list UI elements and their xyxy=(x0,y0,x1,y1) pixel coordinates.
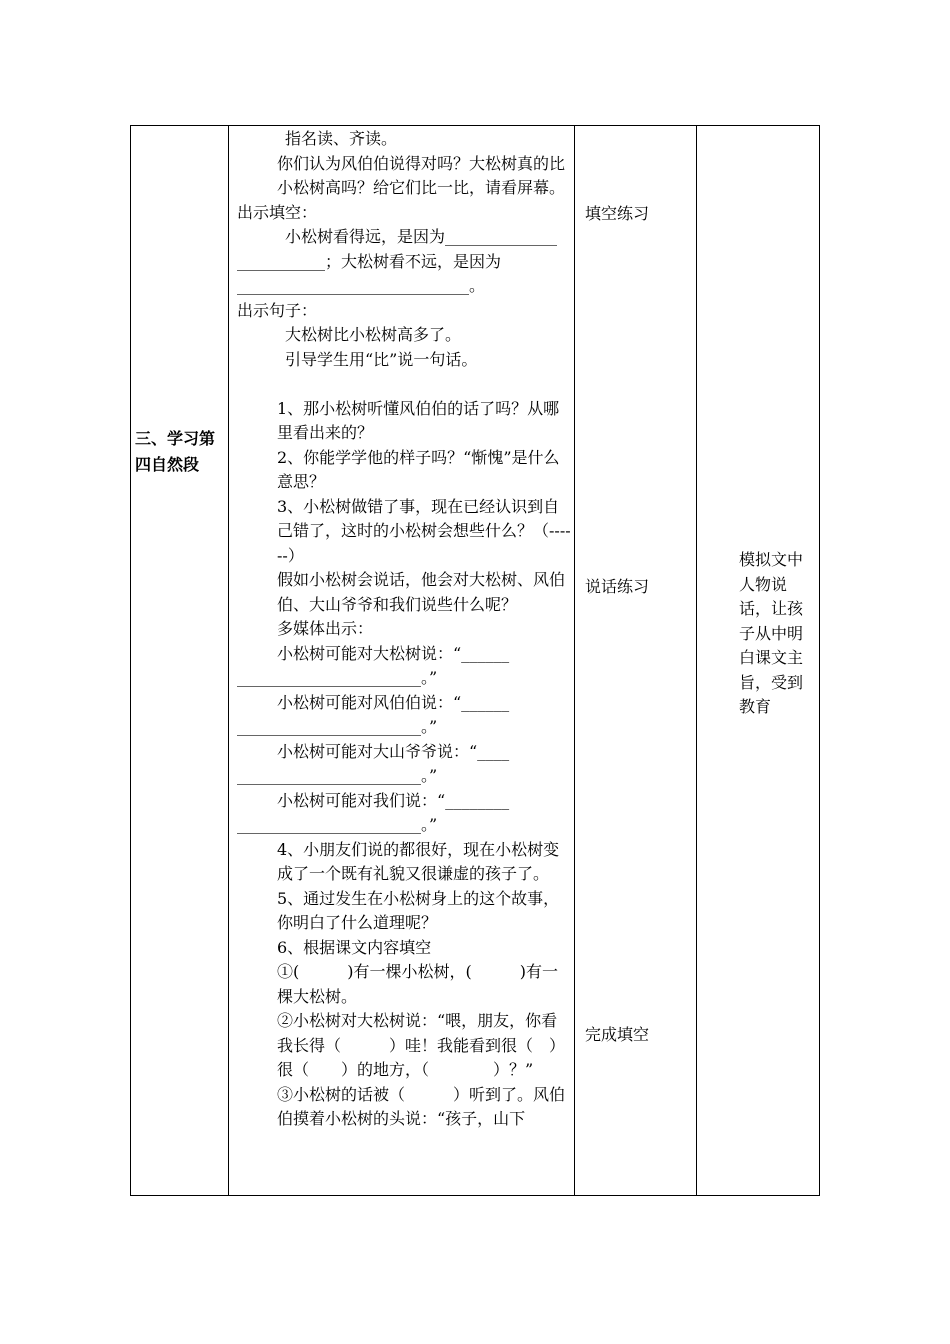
content-paragraph: 3、小松树做错了事，现在已经认识到自己错了，这时的小松树会想些什么？（------） xyxy=(277,496,571,565)
column-divider xyxy=(696,126,697,1195)
content-paragraph: 小松树可能对大松树说：“______ xyxy=(277,643,510,663)
content-paragraph: 假如小松树会说话，他会对大松树、风伯伯、大山爷爷和我们说些什么呢？ xyxy=(277,570,566,614)
content-paragraph: 小松树可能对大山爷爷说：“____ xyxy=(277,741,510,761)
content-paragraph: 出示句子： xyxy=(237,300,318,320)
content-paragraph: 4、小朋友们说的都很好，现在小松树变成了一个既有礼貌又很谦虚的孩子了。 xyxy=(277,839,560,883)
content-paragraph: 引导学生用“比”说一句话。 xyxy=(285,349,478,369)
content-paragraph xyxy=(237,372,572,397)
content-paragraph: 6、根据课文内容填空 xyxy=(277,937,432,957)
lesson-plan-table xyxy=(130,125,820,1196)
content-paragraph: 1、那小松树听懂风伯伯的话了吗？从哪里看出来的？ xyxy=(277,398,560,442)
method-label: 完成填空 xyxy=(585,1025,650,1044)
content-paragraph: ②小松树对大松树说：“喂，朋友，你看我长得（ ）哇！我能看到很（ ）很（ ）的地方，（ ）？” xyxy=(277,1011,566,1079)
teaching-content xyxy=(237,127,572,1132)
content-paragraph: _______________________。” xyxy=(237,668,438,687)
column-divider xyxy=(228,126,229,1195)
content-paragraph: ①( )有一棵小松树，( )有一棵大松树。 xyxy=(277,962,558,1006)
stage-label: 三、学习第四自然段 xyxy=(135,429,216,474)
content-paragraph: 你们认为风伯伯说得对吗？大松树真的比小松树高吗？给它们比一比，请看屏幕。 xyxy=(277,153,566,197)
content-paragraph: 小松树可能对我们说：“________ xyxy=(277,790,510,810)
content-paragraph: _______________________。” xyxy=(237,717,438,736)
content-paragraph: 2、你能学学他的样子吗？“惭愧”是什么意思？ xyxy=(277,447,560,491)
content-paragraph: 出示填空： xyxy=(237,202,318,222)
content-paragraph: ___________；大松树看不远，是因为_____________________________。 xyxy=(237,251,502,295)
content-paragraph: 5、通过发生在小松树身上的这个故事，你明白了什么道理呢？ xyxy=(277,888,560,932)
content-paragraph: 小松树看得远，是因为______________ xyxy=(285,227,558,246)
content-paragraph: _______________________。” xyxy=(237,766,438,785)
column-divider xyxy=(574,126,575,1195)
method-label: 填空练习 xyxy=(585,204,650,223)
content-paragraph: 大松树比小松树高多了。 xyxy=(285,325,462,344)
content-paragraph: ③小松树的话被（ ）听到了。风伯伯摸着小松树的头说：“孩子，山下 xyxy=(277,1084,566,1128)
method-label: 说话练习 xyxy=(585,577,650,596)
content-paragraph: 多媒体出示： xyxy=(277,619,374,638)
content-paragraph: 小松树可能对风伯伯说：“______ xyxy=(277,692,510,712)
content-paragraph: _______________________。” xyxy=(237,815,438,834)
design-purpose xyxy=(707,548,817,720)
design-purpose-text: 模拟文中人物说话，让孩子从中明白课文主旨，受到教育 xyxy=(739,550,804,716)
content-paragraph: 指名读、齐读。 xyxy=(285,129,398,148)
